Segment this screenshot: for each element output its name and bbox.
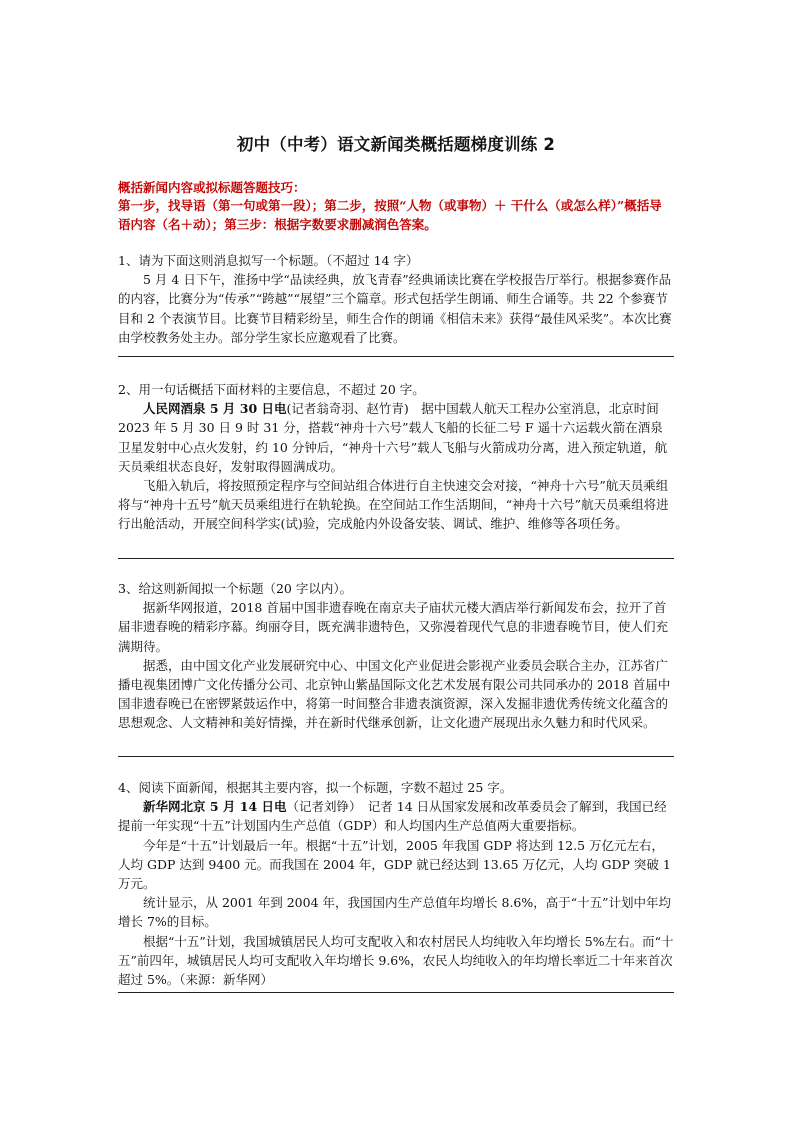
question-3 — [118, 579, 674, 733]
question-4-prompt: 4、阅读下面新闻，根据其主要内容，拟一个标题，字数不超过 25 字。 — [118, 780, 513, 795]
question-1-prompt: 1、请为下面这则消息拟写一个标题。（不超过 14 字） — [118, 253, 419, 268]
question-2 — [118, 380, 674, 534]
question-4-paragraph-1 — [118, 797, 674, 835]
question-4-paragraph-1-text: （记者刘铮） 记者 14 日从国家发展和改革委员会了解到，我国已经提前一年实现“十五”计划国内生产总值（GDP）和人均国内生产总值两大重要指标。 — [118, 799, 667, 834]
question-2-paragraph-2: 飞船入轨后，将按照预定程序与空间站组合体进行自主快速交会对接，“神舟十六号”航天员乘组将与“神舟十五号”航天员乘组进行在轨轮换。在空间站工作生活期间，“神舟十六号”航天员乘组将进行出舱活动，开展空间科学实(试)验，完成舱内外设备安装、调试、维护、维修等各项任务。 — [118, 478, 669, 532]
answer-line-2[interactable] — [118, 558, 674, 559]
question-2-dateline: 人民网酒泉 5 月 30 日电 — [143, 401, 287, 417]
page-title: 初中（中考）语文新闻类概括题梯度训练 2 — [236, 135, 556, 154]
answer-line-3[interactable] — [118, 756, 674, 757]
question-1-paragraph-1: 5 月 4 日下午，淮扬中学“品读经典，放飞青春”经典诵读比赛在学校报告厅举行。根据参赛作品的内容，比赛分为“传承”“跨越”“展望”三个篇章。形式包括学生朗诵、师生合诵等。共 22 个参赛节目和 2 个表演节目。比赛节目精彩纷呈，师生合作的朗诵《相信未来》获得“最佳风采奖”。本次比赛由学校教务处主办。部分学生家长应邀观看了比赛。 — [118, 272, 672, 345]
question-3-paragraph-1: 据新华网报道，2018 首届中国非遗春晚在南京夫子庙状元楼大酒店举行新闻发布会，拉开了首届非遗春晚的精彩序幕。绚丽夺目，既充满非遗特色，又弥漫着现代气息的非遗春晚节目，使人们充满期待。 — [118, 600, 669, 654]
question-2-paragraph-1 — [118, 399, 674, 476]
answer-line-1[interactable] — [118, 356, 674, 357]
question-1 — [118, 251, 674, 347]
question-4 — [118, 778, 674, 989]
answer-line-4[interactable] — [118, 992, 674, 993]
tips-body: 第一步，找导语（第一句或第一段）；第二步，按照“人物（或事物）＋ 干什么（或怎么样）”概括导语内容（名＋动）；第三步：根据字数要求删减润色答案。 — [118, 198, 662, 232]
tips-heading: 概括新闻内容或拟标题答题技巧： — [118, 180, 306, 195]
question-4-paragraph-3: 统计显示，从 2001 年到 2004 年，我国国内生产总值年均增长 8.6%，高于“十五”计划中年均增长 7%的目标。 — [118, 895, 672, 930]
question-4-dateline: 新华网北京 5 月 14 日电 — [143, 799, 287, 815]
question-4-paragraph-4: 根据“十五”计划，我国城镇居民人均可支配收入和农村居民人均纯收入年均增长 5%左右。而“十五”前四年，城镇居民人均可支配收入年均增长 9.6%，农民人均纯收入的年均增长率近二十年来首次超过 5%。（来源：新华网） — [118, 933, 674, 988]
question-4-paragraph-2: 今年是“十五”计划最后一年。根据“十五”计划，2005 年我国 GDP 将达到 12.5 万亿元左右，人均 GDP 达到 9400 元。而我国在 2004 年，GDP 就已经达到 13.65 万亿元，人均 GDP 突破 1 万元。 — [118, 837, 671, 892]
question-3-paragraph-2: 据悉，由中国文化产业发展研究中心、中国文化产业促进会影视产业委员会联合主办，江苏省广播电视集团博广文化传播分公司、北京钟山紫晶国际文化艺术发展有限公司共同承办的 2018 首届中国非遗春晚已在密锣紧鼓运作中，将第一时间整合非遗表演资源，深入发掘非遗优秀传统文化蕴含的思想观念、人文精神和美好情操，并在新时代继承创新，让文化遗产展现出永久魅力和时代风采。 — [118, 657, 671, 731]
question-2-prompt: 2、用一句话概括下面材料的主要信息，不超过 20 字。 — [118, 382, 425, 397]
question-3-prompt: 3、给这则新闻拟一个标题（20 字以内）。 — [118, 581, 353, 596]
question-2-paragraph-1-text: (记者翁奇羽、赵竹青) 据中国载人航天工程办公室消息，北京时间 2023 年 5 月 30 日 9 时 31 分，搭载“神舟十六号”载人飞船的长征二号 F 遥十六运载火箭在酒泉卫星发射中心点火发射，约 10 分钟后，“神舟十六号”载人飞船与火箭成功分离，进入预定轨道，航天员乘组状态良好，发射取得圆满成功。 — [118, 401, 668, 474]
